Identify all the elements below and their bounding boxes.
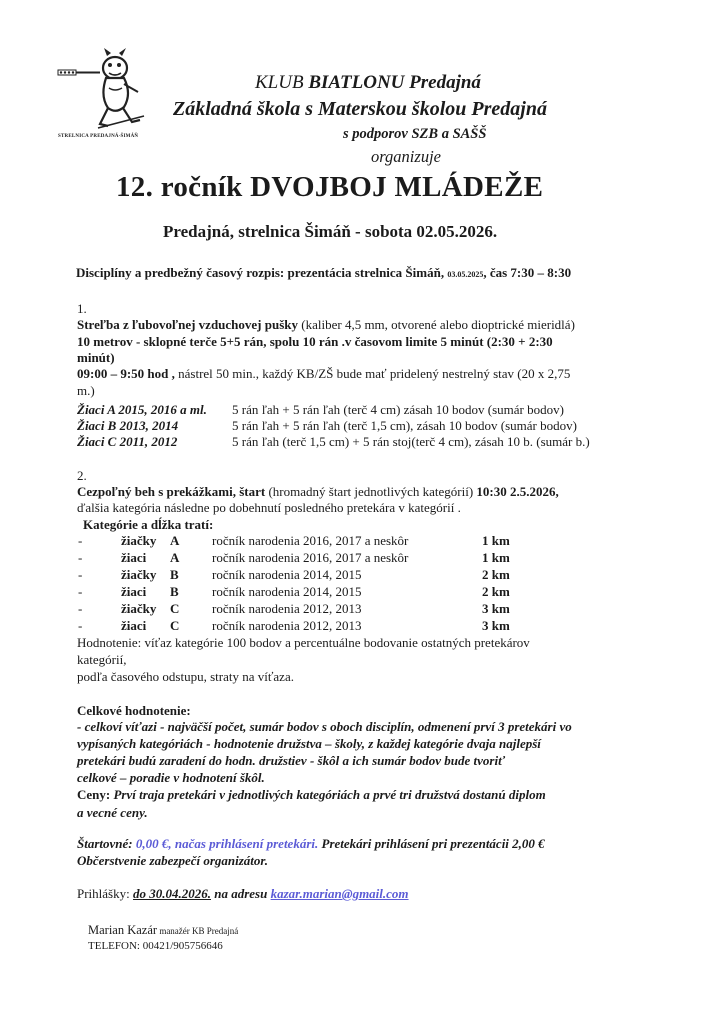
prizes-line2: a vecné ceny. xyxy=(77,805,148,820)
row-distance: 1 km xyxy=(482,533,510,548)
shooting-cat-a-desc: 5 rán ľah + 5 rán ľah (terč 4 cm) zásah 10 bodov (sumár bodov) xyxy=(232,402,564,417)
schedule-small-date: 03.05.2025 xyxy=(447,270,484,279)
registration-deadline: do 30.04.2026. xyxy=(132,886,211,901)
row-class: C xyxy=(170,601,180,616)
row-birth: ročník narodenia 2016, 2017 a neskôr xyxy=(212,533,409,548)
fees-line xyxy=(77,836,545,852)
row-group: žiaci xyxy=(121,584,147,599)
contact-role: manažér KB Predajná xyxy=(157,926,239,936)
run-title: Cezpoľný beh s prekážkami, štart xyxy=(77,484,266,499)
section1-number: 1. xyxy=(77,301,87,316)
schedule-time: , čas 7:30 – 8:30 xyxy=(483,265,572,280)
club-name: BIATLONU Predajná xyxy=(308,72,481,93)
run-start-type: (hromadný štart jednotlivých kategórií) xyxy=(265,484,477,499)
section2-number: 2. xyxy=(77,468,87,483)
shooting-caliber: (kaliber 4,5 mm, otvorené alebo dioptrické mieridlá) xyxy=(298,317,575,332)
row-dash: - xyxy=(78,550,83,565)
row-class: A xyxy=(170,550,180,565)
shooting-title: Streľba z ľubovoľnej vzduchovej pušky xyxy=(77,317,299,332)
section2-line2: ďalšia kategória následne po dobehnutí posledného pretekára v kategórií . xyxy=(77,500,461,515)
overall-line2: vypísaných kategóriách - hodnotenie družstva – školy, z každej kategórie dvaja najlepší xyxy=(77,736,541,751)
row-dash: - xyxy=(78,533,83,548)
biathlon-mascot-logo xyxy=(52,44,162,139)
row-dash: - xyxy=(78,601,83,616)
evaluation-line2: kategórií, xyxy=(77,652,127,667)
row-distance: 3 km xyxy=(482,618,510,633)
prizes-label: Ceny: xyxy=(77,787,111,802)
registration-address-label: na adresu xyxy=(210,886,271,901)
row-birth: ročník narodenia 2014, 2015 xyxy=(212,567,362,582)
overall-heading: Celkové hodnotenie: xyxy=(77,703,191,718)
row-birth: ročník narodenia 2012, 2013 xyxy=(212,601,362,616)
contact-name: Marian Kazár xyxy=(88,923,158,937)
evaluation-line1: Hodnotenie: víťaz kategórie 100 bodov a percentuálne bodovanie ostatných pretekárov xyxy=(77,635,530,650)
overall-line4: celkové – poradie v hodnotení škôl. xyxy=(77,770,265,785)
overall-line1: - celkoví víťazi - najväčší počet, sumár bodov s oboch disciplín, odmenení prví 3 pretekári vo xyxy=(77,719,572,734)
prizes-text: Prví traja pretekári v jednotlivých kategóriách a prvé tri družstvá dostanú diplom xyxy=(110,787,546,802)
section1-line2: 10 metrov - sklopné terče 5+5 rán, spolu 10 rán .v časovom limite 5 minút (2:30 + 2:30 xyxy=(77,334,553,349)
row-distance: 2 km xyxy=(482,567,510,582)
section2-line1 xyxy=(77,484,559,500)
page-title: 12. ročník DVOJBOJ MLÁDEŽE xyxy=(116,171,544,203)
refreshment-line: Občerstvenie zabezpečí organizátor. xyxy=(77,853,269,868)
row-group: žiačky xyxy=(121,533,157,548)
row-birth: ročník narodenia 2012, 2013 xyxy=(212,618,362,633)
shooting-cat-b-name: Žiaci B 2013, 2014 xyxy=(77,418,179,433)
row-distance: 1 km xyxy=(482,550,510,565)
row-dash: - xyxy=(78,618,83,633)
fees-free: 0,00 €, načas prihlásení pretekári. xyxy=(132,836,319,851)
section1-line3: minút) xyxy=(77,350,115,365)
row-group: žiačky xyxy=(121,567,157,582)
categories-heading: Kategórie a dĺžka tratí: xyxy=(83,517,214,532)
contact-name-line xyxy=(88,923,238,938)
row-dash: - xyxy=(78,567,83,582)
row-class: B xyxy=(170,584,179,599)
row-group: žiačky xyxy=(121,601,157,616)
row-dash: - xyxy=(78,584,83,599)
fees-label: Štartovné: xyxy=(77,836,133,851)
section1-line5: m.) xyxy=(77,383,95,398)
support-line: s podporov SZB a SAŠŠ xyxy=(343,126,487,142)
club-heading xyxy=(255,72,481,94)
club-prefix: KLUB xyxy=(255,72,304,93)
organizes-line: organizuje xyxy=(371,147,441,166)
shooting-time: 09:00 – 9:50 hod , xyxy=(77,366,175,381)
row-class: B xyxy=(170,567,179,582)
school-heading: Základná škola s Materskou školou Predajná xyxy=(173,98,547,120)
overall-line3: pretekári budú zaradení do hodn. družstiev - škôl a ich sumár bodov bude tvoriť xyxy=(77,753,506,768)
row-birth: ročník narodenia 2016, 2017 a neskôr xyxy=(212,550,409,565)
registration-line xyxy=(77,886,409,902)
row-group: žiaci xyxy=(121,618,147,633)
section1-line1 xyxy=(77,317,575,333)
run-start-time: 10:30 2.5.2026, xyxy=(476,484,559,499)
shooting-cat-c-name: Žiaci C 2011, 2012 xyxy=(77,434,178,449)
row-class: A xyxy=(170,533,180,548)
schedule-line xyxy=(76,265,571,281)
shooting-cat-b-desc: 5 rán ľah + 5 rán ľah (terč 1,5 cm), zásah 10 bodov (sumár bodov) xyxy=(232,418,577,433)
row-group: žiaci xyxy=(121,550,147,565)
prizes-line1 xyxy=(77,787,546,803)
logo-caption: STRELNICA PREDAJNÁ-ŠIMÁŇ xyxy=(58,134,139,139)
section1-line4 xyxy=(77,366,570,382)
evaluation-line3: podľa časového odstupu, straty na víťaza. xyxy=(77,669,294,684)
contact-phone: TELEFON: 00421/905756646 xyxy=(88,940,223,952)
email-link[interactable]: kazar.marian@gmail.com xyxy=(270,886,409,901)
shooting-cat-c-desc: 5 rán ľah (terč 1,5 cm) + 5 rán stoj(terč 4 cm), zásah 10 b. (sumár b.) xyxy=(232,434,590,449)
row-distance: 3 km xyxy=(482,601,510,616)
registration-label: Prihlášky: xyxy=(77,886,133,901)
shooting-practice: nástrel 50 min., každý KB/ZŠ bude mať pridelený nestrelný stav (20 x 2,75 xyxy=(174,366,571,381)
row-class: C xyxy=(170,618,180,633)
shooting-cat-a-name: Žiaci A 2015, 2016 a ml. xyxy=(77,402,207,417)
fees-onsite: Pretekári prihlásení pri prezentácii 2,00 € xyxy=(318,836,545,851)
row-birth: ročník narodenia 2014, 2015 xyxy=(212,584,362,599)
schedule-lead: Disciplíny a predbežný časový rozpis: prezentácia strelnica Šimáň, xyxy=(76,265,445,280)
row-distance: 2 km xyxy=(482,584,510,599)
event-subtitle: Predajná, strelnica Šimáň - sobota 02.05.2026. xyxy=(163,222,498,241)
